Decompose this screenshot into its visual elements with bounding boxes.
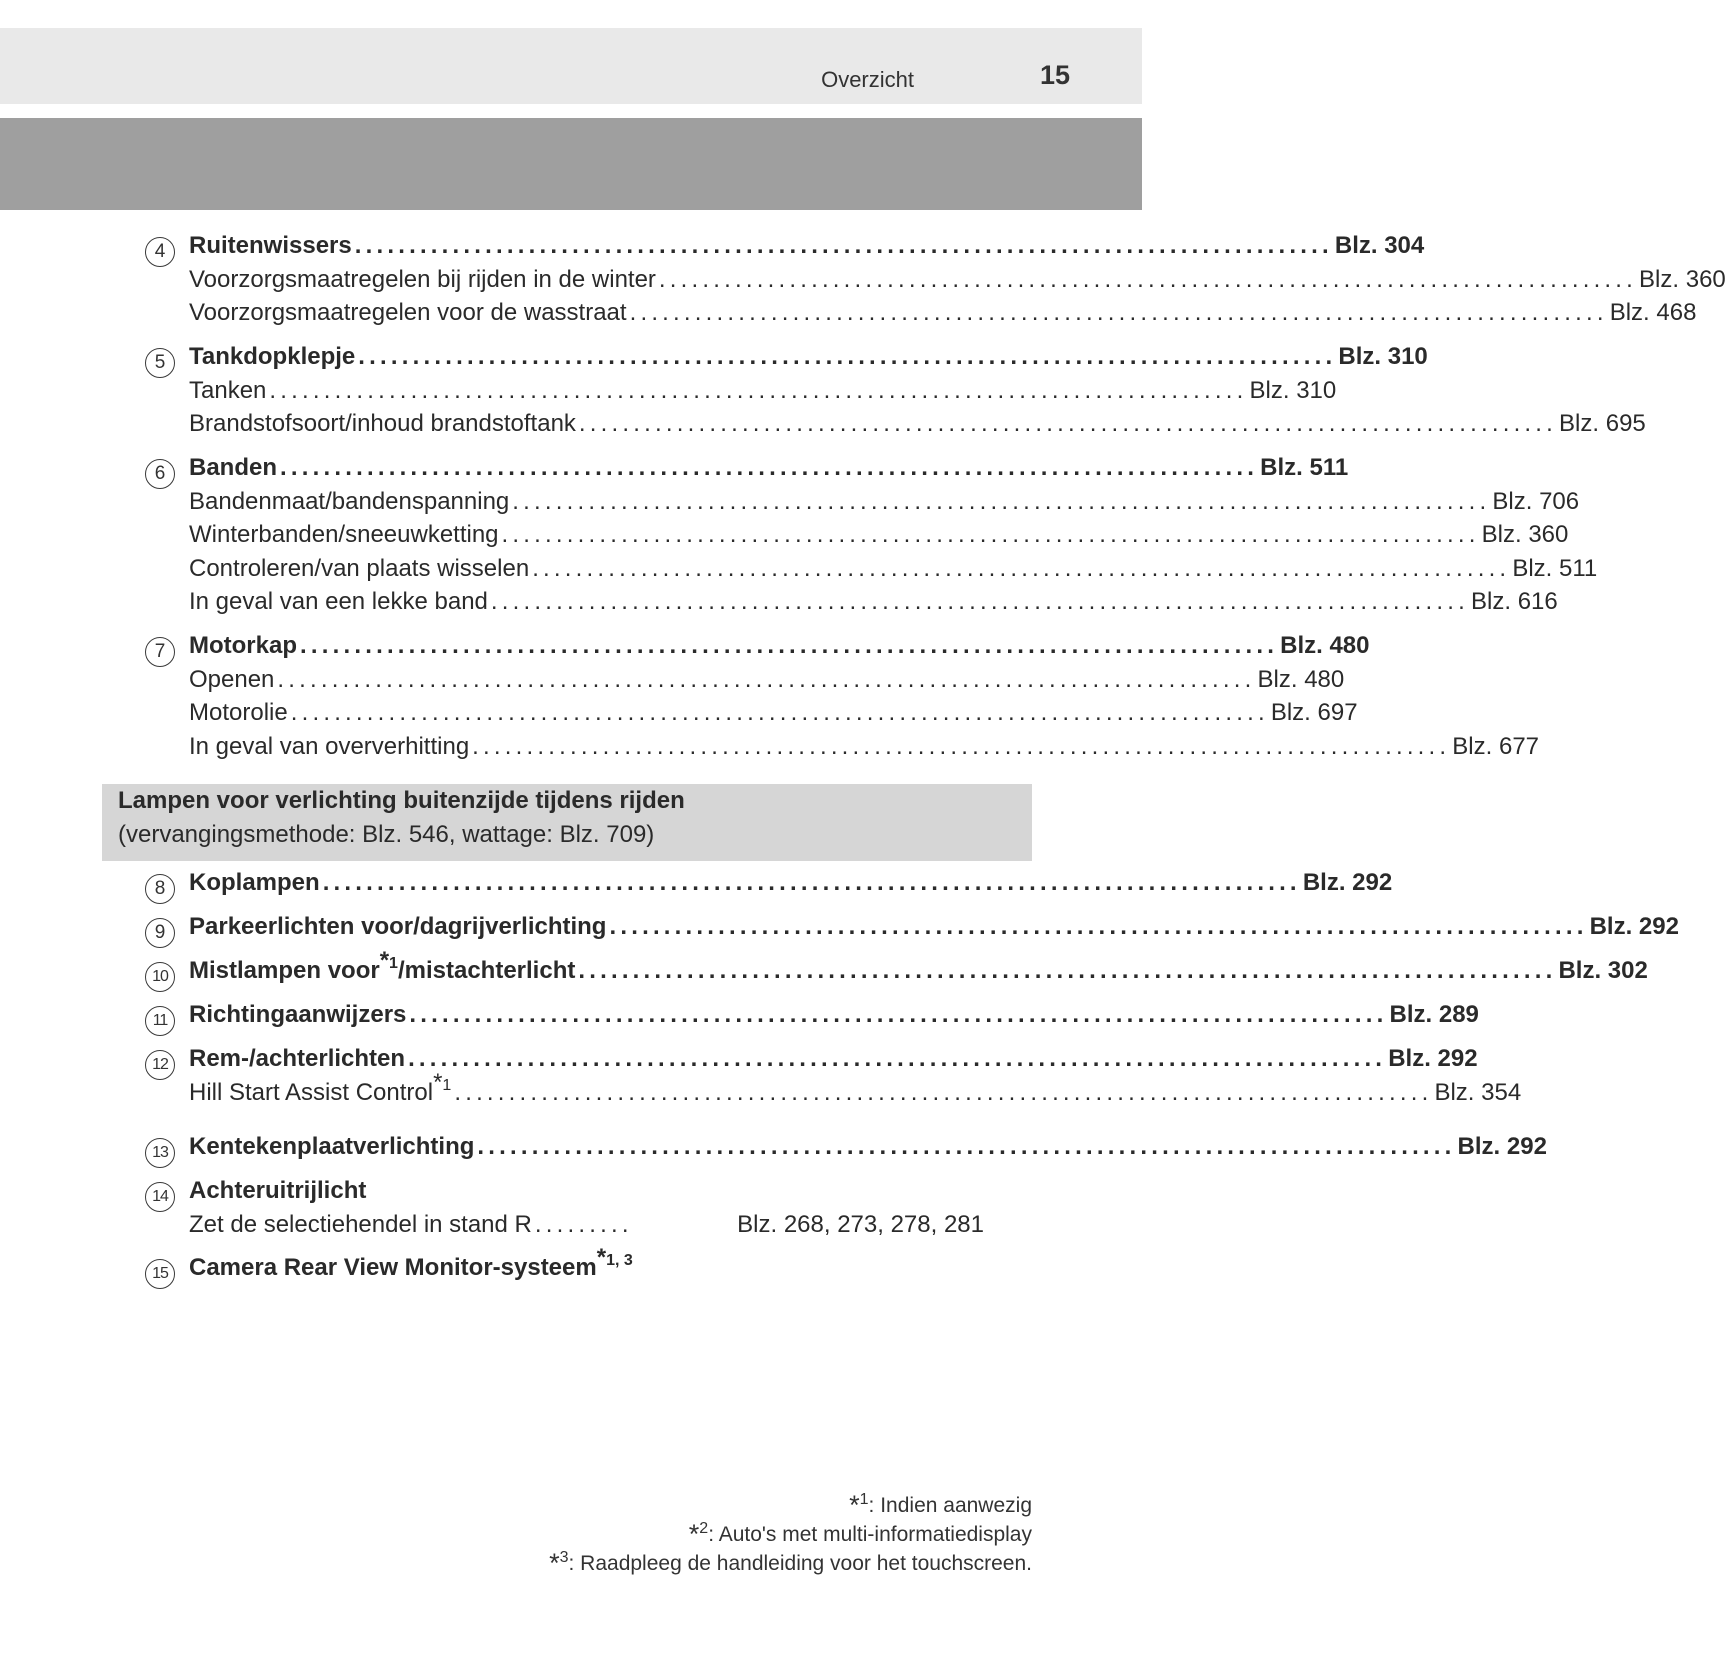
entry-title: Richtingaanwijzers — [189, 1001, 407, 1028]
subentry-page: Blz. 480 — [1257, 666, 1345, 693]
index-entry[interactable]: Tankdopklepje .......................................................................................... Blz. 310 — [189, 343, 1428, 370]
entry-title-cont: /mistachterlicht — [397, 957, 576, 984]
index-entry[interactable]: Banden .......................................................................................... Blz. 511 — [189, 454, 1349, 481]
entry-page: Blz. 292 — [1589, 913, 1679, 940]
subentry-title: Tanken — [189, 377, 267, 404]
index-subentry[interactable]: Hill Start Assist Control$^{*1}$ .......................................................................................... Blz. 354 — [189, 1069, 1522, 1106]
index-entry[interactable]: Mistlampen voor$^{*1}$/mistachterlicht .......................................................................................... Blz. 302 — [189, 947, 1648, 984]
entry-title: Camera Rear View Monitor-systeem — [189, 1254, 597, 1281]
index-subentry[interactable]: Tanken .......................................................................................... Blz. 310 — [189, 377, 1337, 404]
header-band — [0, 118, 1142, 210]
index-subentry[interactable]: Openen .......................................................................................... Blz. 480 — [189, 666, 1345, 693]
item-number-badge: 5 — [145, 348, 175, 378]
index-entry[interactable]: Rem-/achterlichten .......................................................................................... Blz. 292 — [189, 1045, 1478, 1072]
subentry-title: In geval van oververhitting — [189, 733, 470, 760]
subentry-page: Blz. 695 — [1559, 410, 1646, 437]
entry-page: Blz. 292 — [1302, 869, 1393, 896]
subentry-page: Blz. 616 — [1471, 588, 1558, 615]
footnote-ref: *1 — [379, 947, 398, 974]
footnote: *$^2$: Auto's met multi-informatiedisplay — [688, 1519, 1032, 1549]
entry-title: Rem-/achterlichten — [189, 1045, 406, 1072]
entry-page: Blz. 292 — [1457, 1133, 1547, 1160]
subentry-title: Motorolie — [189, 699, 288, 726]
index-subentry[interactable]: In geval van een lekke band .......................................................................................... Blz. 616 — [189, 588, 1558, 615]
subentry-title: Winterbanden/sneeuwketting — [189, 521, 499, 548]
subentry-title: Openen — [189, 666, 275, 693]
page-header — [0, 28, 1142, 104]
subentry-page: Blz. 268, 273, 278, 281 — [737, 1211, 984, 1238]
lamps-section-box — [102, 784, 1032, 861]
subentry-title: Voorzorgsmaatregelen voor de wasstraat — [189, 299, 627, 326]
entry-title: Achteruitrijlicht — [189, 1177, 367, 1204]
footnote-ref: *1, 3 — [596, 1244, 633, 1271]
entry-title: Ruitenwissers — [189, 232, 352, 259]
index-subentry[interactable]: Voorzorgsmaatregelen voor de wasstraat .......................................................................................... Blz. 468 — [189, 299, 1697, 326]
index-subentry[interactable]: Brandstofsoort/inhoud brandstoftank .......................................................................................... Blz. 695 — [189, 410, 1646, 437]
index-subentry[interactable]: Zet de selectiehendel in stand R ......... Blz. 268, 273, 278, 281 — [189, 1211, 984, 1238]
subentry-page: Blz. 706 — [1492, 488, 1580, 515]
index-entry[interactable] — [189, 1244, 984, 1288]
entry-page: Blz. 292 — [1388, 1045, 1478, 1072]
item-number-badge: 7 — [145, 637, 175, 667]
entry-page: Blz. 310 — [1338, 343, 1428, 370]
subentry-title: Hill Start Assist Control — [189, 1079, 434, 1106]
subentry-title: Voorzorgsmaatregelen bij rijden in de winter — [189, 266, 656, 293]
entry-title: Banden — [189, 454, 278, 481]
index-subentry[interactable]: In geval van oververhitting .......................................................................................... Blz. 677 — [189, 733, 1540, 760]
footnote-ref: *1 — [433, 1069, 452, 1096]
entry-page: Blz. 302 — [1558, 957, 1648, 984]
item-number-badge: 15 — [145, 1259, 175, 1289]
entry-title: Parkeerlichten voor/dagrijverlichting — [189, 913, 607, 940]
subentry-page: Blz. 310 — [1249, 377, 1337, 404]
item-number-badge: 10 — [145, 962, 175, 992]
subentry-page: Blz. 360 — [1639, 266, 1726, 293]
entry-title: Mistlampen voor — [189, 957, 380, 984]
index-subentry[interactable]: Winterbanden/sneeuwketting .......................................................................................... Blz. 360 — [189, 521, 1569, 548]
entry-page: Blz. 289 — [1389, 1001, 1479, 1028]
subentry-title: Brandstofsoort/inhoud brandstoftank — [189, 410, 576, 437]
index-entry[interactable] — [189, 1177, 984, 1211]
item-number-badge: 14 — [145, 1182, 175, 1212]
subentry-page: Blz. 360 — [1481, 521, 1569, 548]
footnote: *$^3$: Raadpleeg de handleiding voor het touchscreen. — [549, 1548, 1032, 1578]
lamps-section-title: Lampen voor verlichting buitenzijde tijdens rijden — [118, 787, 685, 814]
lamps-section-note: (vervangingsmethode: Blz. 546, wattage: Blz. 709) — [118, 821, 655, 848]
entry-title: Tankdopklepje — [189, 343, 356, 370]
item-number-badge: 4 — [145, 237, 175, 267]
subentry-page: Blz. 677 — [1452, 733, 1540, 760]
section-title: Overzicht — [821, 67, 914, 92]
entry-page: Blz. 511 — [1260, 454, 1349, 481]
item-number-badge: 11 — [145, 1006, 175, 1036]
page-number: 15 — [1039, 60, 1070, 90]
subentry-page: Blz. 468 — [1609, 299, 1697, 326]
entry-title: Kentekenplaatverlichting — [189, 1133, 475, 1160]
item-number-badge: 8 — [145, 874, 175, 904]
index-subentry[interactable]: Motorolie .......................................................................................... Blz. 697 — [189, 699, 1358, 726]
item-number-badge: 6 — [145, 459, 175, 489]
item-number-badge: 12 — [145, 1050, 175, 1080]
item-number-badge: 13 — [145, 1138, 175, 1168]
subentry-page: Blz. 354 — [1434, 1079, 1522, 1106]
index-entry[interactable]: Motorkap .......................................................................................... Blz. 480 — [189, 632, 1370, 659]
index-entry[interactable]: Parkeerlichten voor/dagrijverlichting .......................................................................................... Blz. 292 — [189, 913, 1679, 940]
index-subentry[interactable]: Controleren/van plaats wisselen .......................................................................................... Blz. 511 — [189, 555, 1598, 582]
subentry-page: Blz. 511 — [1512, 555, 1598, 582]
index-entry[interactable]: Kentekenplaatverlichting .......................................................................................... Blz. 292 — [189, 1133, 1547, 1160]
index-entry[interactable]: Koplampen .......................................................................................... Blz. 292 — [189, 869, 1393, 896]
subentry-title: Zet de selectiehendel in stand R — [189, 1211, 532, 1238]
subentry-title: Controleren/van plaats wisselen — [189, 555, 530, 582]
entry-title: Koplampen — [189, 869, 320, 896]
subentry-title: In geval van een lekke band — [189, 588, 488, 615]
index-subentry[interactable]: Bandenmaat/bandenspanning .......................................................................................... Blz. 706 — [189, 488, 1580, 515]
subentry-page: Blz. 697 — [1270, 699, 1358, 726]
entry-title: Motorkap — [189, 632, 297, 659]
entry-page: Blz. 480 — [1280, 632, 1370, 659]
index-entry[interactable]: Ruitenwissers .......................................................................................... Blz. 304 — [189, 232, 1425, 259]
index-subentry[interactable]: Voorzorgsmaatregelen bij rijden in de winter .......................................................................................... Blz. 360 — [189, 266, 1726, 293]
subentry-title: Bandenmaat/bandenspanning — [189, 488, 510, 515]
index-entry[interactable]: Richtingaanwijzers .......................................................................................... Blz. 289 — [189, 1001, 1479, 1028]
item-number-badge: 9 — [145, 918, 175, 948]
footnote: *$^1$: Indien aanwezig — [849, 1490, 1032, 1520]
entry-page: Blz. 304 — [1334, 232, 1425, 259]
